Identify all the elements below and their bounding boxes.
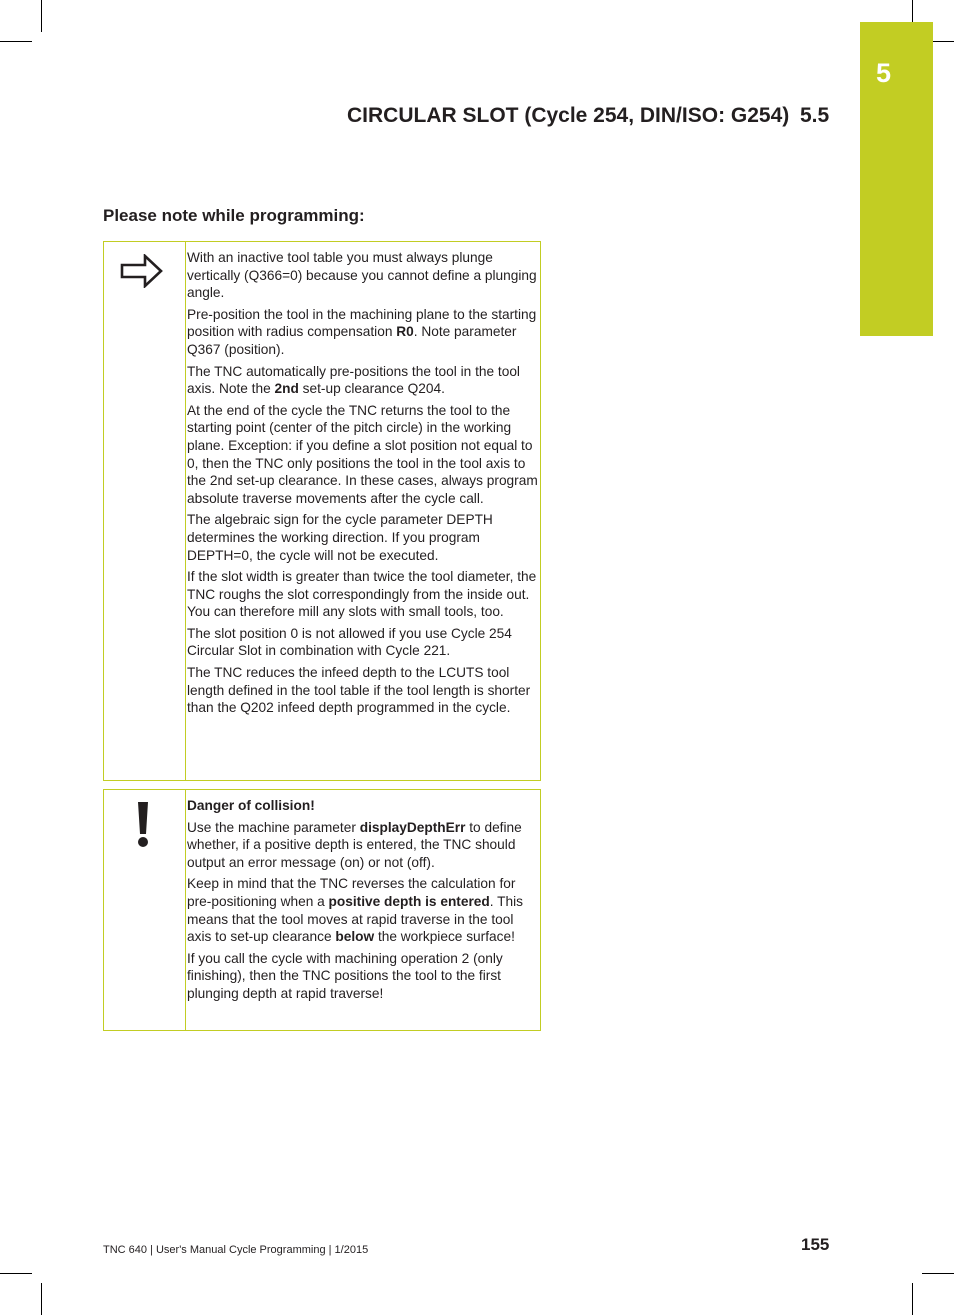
box-divider: [185, 242, 186, 780]
exclamation-icon: [136, 802, 150, 853]
crop-mark: [922, 1273, 954, 1274]
paragraph-text: The TNC automatically pre-positions the tool in the tool axis. Note the: [187, 363, 520, 397]
paragraph-text: the workpiece surface!: [374, 929, 515, 945]
paragraph-text: Keep in mind that the TNC reverses the calculation for pre-positioning when a: [187, 876, 516, 909]
danger-content: [187, 797, 539, 1007]
box-divider: [185, 790, 186, 1030]
paragraph-text: Pre-position the tool in the machining plane to the starting position with radius compensation: [187, 306, 537, 340]
section-heading: Please note while programming:: [103, 206, 365, 225]
arrow-right-icon: [120, 254, 164, 293]
crop-mark: [0, 41, 32, 42]
note-content: [187, 249, 539, 721]
crop-mark: [0, 1273, 32, 1274]
paragraph: [187, 306, 539, 359]
header-title: CIRCULAR SLOT (Cycle 254, DIN/ISO: G254): [347, 104, 790, 127]
emphasis-text: displayDepthErr: [359, 819, 466, 835]
emphasis-text: R0: [396, 324, 414, 340]
paragraph-text: to define whether, if a positive depth is entered, the TNC should output an error message (on) or not (off).: [187, 819, 522, 870]
paragraph-text: If you call the cycle with machining operation 2 (only finishing), then the TNC positions the tool to the first plunging depth at rapid traverse!: [187, 950, 503, 1001]
danger-box: [103, 789, 541, 1031]
paragraph: [187, 875, 539, 945]
paragraph-text: With an inactive tool table you must always plunge vertically (Q366=0) because you cannot define a plunging angle.: [187, 250, 537, 301]
paragraph-text: The TNC reduces the infeed depth to the LCUTS tool length defined in the tool table if the tool length is shorter than the Q202 infeed depth programmed in the cycle.: [187, 665, 531, 716]
paragraph: [187, 664, 539, 717]
paragraph-text: . This means that the tool moves at rapid traverse in the tool axis to set-up clearance: [187, 893, 523, 945]
paragraph-text: Use the machine parameter: [187, 819, 360, 835]
chapter-number: 5: [876, 58, 892, 88]
paragraph-text: set-up clearance Q204.: [298, 381, 445, 397]
paragraph: [187, 819, 539, 872]
footer-text: TNC 640 | User's Manual Cycle Programming | 1/2015: [103, 1244, 369, 1256]
paragraph: [187, 511, 539, 564]
emphasis-text: below: [335, 929, 375, 945]
paragraph: [187, 363, 539, 398]
danger-title: Danger of collision!: [187, 798, 315, 813]
crop-mark: [912, 1283, 913, 1315]
paragraph: [187, 950, 539, 1003]
emphasis-text: positive depth is entered: [328, 893, 490, 909]
header-section-number: 5.5: [800, 104, 830, 127]
paragraph-text: If the slot width is greater than twice the tool diameter, the TNC roughs the slot correspondingly from the inside out. You can therefore mill any slots with small tools, too.: [187, 569, 537, 620]
paragraph: [187, 625, 539, 660]
paragraph-text: At the end of the cycle the TNC returns the tool to the starting point (center of the pitch circle) in the working plane. Exception: if you define a slot position not equal to 0, then the TNC only positions the tool in the tool axis to the 2nd set-up clearance. In these cases, always program absolute traverse movements after the cycle call.: [187, 402, 538, 506]
crop-mark: [41, 0, 42, 32]
emphasis-text: 2nd: [274, 381, 299, 397]
crop-mark: [41, 1283, 42, 1315]
paragraph-text: The algebraic sign for the cycle parameter DEPTH determines the working direction. If you program DEPTH=0, the cycle will not be executed.: [187, 512, 493, 563]
paragraph: [187, 249, 539, 302]
paragraph-text: The slot position 0 is not allowed if you use Cycle 254 Circular Slot in combination with Cycle 221.: [187, 625, 512, 659]
chapter-tab: [860, 22, 933, 336]
paragraph-text: . Note parameter Q367 (position).: [187, 324, 517, 357]
page-number: 155: [801, 1235, 830, 1254]
paragraph: [187, 402, 539, 508]
note-box: [103, 241, 541, 781]
paragraph: [187, 568, 539, 621]
